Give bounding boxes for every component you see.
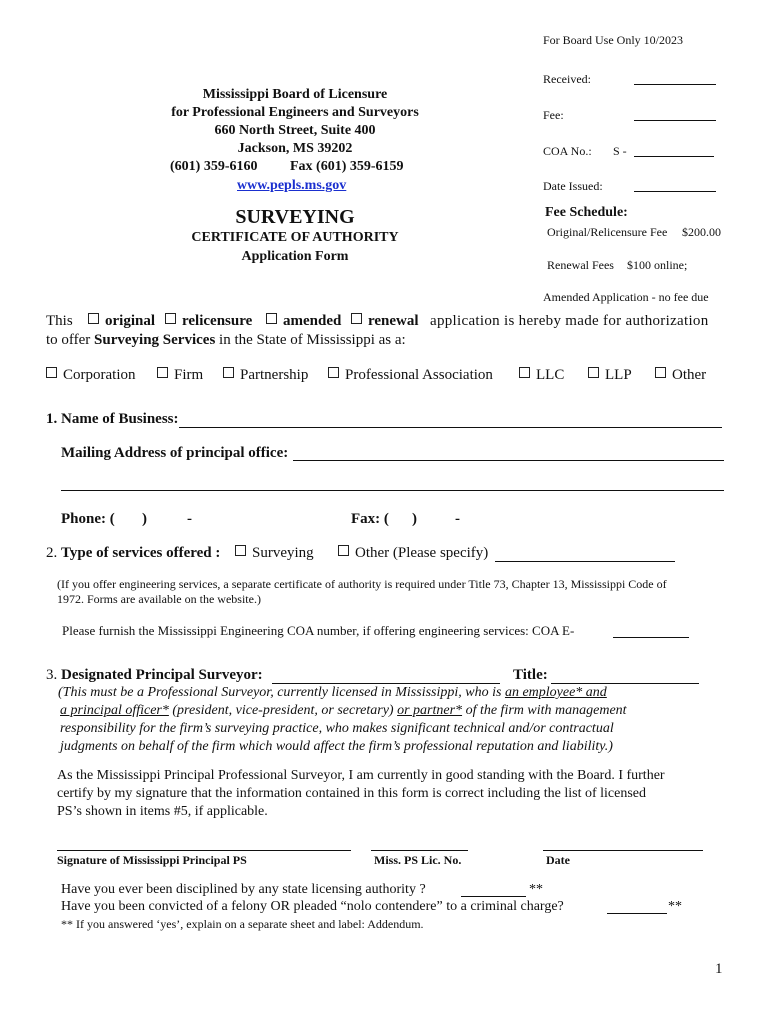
certify-line2: certify by my signature that the information contained in this form is correct including the list of licensed (57, 786, 647, 801)
date-field[interactable] (543, 850, 703, 851)
certify-line1: As the Mississippi Principal Professional Surveyor, I am currently in good standing with the Board. I further (57, 768, 665, 783)
checkbox-icon[interactable] (157, 367, 168, 378)
original-fee-label: Original/Relicensure Fee (547, 225, 668, 239)
signature-field[interactable] (57, 850, 351, 851)
phone-close-paren: ) (142, 511, 147, 527)
license-number-field[interactable] (371, 850, 468, 851)
service-surveying[interactable]: Surveying (235, 545, 314, 562)
page-number: 1 (715, 961, 723, 977)
board-name: Mississippi Board of Licensure (202, 87, 388, 102)
business-name-label: 1. Name of Business: (46, 411, 179, 427)
website-link[interactable]: www.pepls.ms.gov (237, 178, 347, 193)
intro-this: This (46, 313, 73, 329)
engineering-coa-field[interactable] (613, 637, 689, 638)
surveyor-note-line3: responsibility for the firm’s surveying practice, who makes significant technical and/or contractual (60, 721, 614, 736)
form-subtitle: CERTIFICATE OF AUTHORITY (191, 230, 399, 245)
discipline-question: Have you ever been disciplined by any state licensing authority ? (61, 882, 426, 897)
engineering-note-line1: (If you offer engineering services, a separate certificate of authority is required under Title 73, Chapter 13, Mississippi Code of (57, 577, 667, 591)
discipline-question-mark: ** (529, 882, 543, 897)
city-line: Jackson, MS 39202 (237, 141, 353, 156)
date-label: Date (546, 853, 570, 867)
engineering-coa-request: Please furnish the Mississippi Engineering COA number, if offering engineering services: COA E- (62, 623, 575, 638)
phone-number: (601) 359-6160 (170, 159, 258, 174)
entity-corporation[interactable]: Corporation (46, 367, 136, 384)
checkbox-icon[interactable] (266, 313, 277, 324)
date-issued-label: Date Issued: (543, 179, 603, 193)
checkbox-icon[interactable] (351, 313, 362, 324)
renewal-fee-amount: $100 online; (627, 258, 688, 272)
addendum-note: ** If you answered ‘yes’, explain on a separate sheet and label: Addendum. (61, 917, 424, 931)
engineering-note-line2: 1972. Forms are available on the website.) (57, 592, 261, 606)
intro-line2: to offer Surveying Services in the State of Mississippi as a: (46, 332, 406, 348)
checkbox-icon[interactable] (165, 313, 176, 324)
fax-close-paren: ) (412, 511, 417, 527)
signature-label: Signature of Mississippi Principal PS (57, 853, 247, 867)
discipline-answer-field[interactable] (461, 896, 526, 897)
coa-field[interactable] (634, 156, 714, 157)
principal-surveyor-field[interactable] (272, 683, 500, 684)
received-field[interactable] (634, 84, 716, 85)
amended-fee-note: Amended Application - no fee due (543, 290, 709, 304)
checkbox-icon[interactable] (88, 313, 99, 324)
checkbox-icon[interactable] (519, 367, 530, 378)
entity-llc[interactable]: LLC (519, 367, 564, 384)
title-field[interactable] (551, 683, 699, 684)
license-number-label: Miss. PS Lic. No. (374, 853, 462, 867)
fee-label: Fee: (543, 108, 564, 122)
title-label: Title: (513, 667, 548, 683)
felony-question-mark: ** (668, 899, 682, 914)
fee-field[interactable] (634, 120, 716, 121)
option-renewal[interactable]: renewal (351, 313, 419, 330)
board-use-label: For Board Use Only 10/2023 (543, 33, 683, 47)
felony-answer-field[interactable] (607, 913, 667, 914)
form-title: SURVEYING (235, 206, 355, 228)
checkbox-icon[interactable] (235, 545, 246, 556)
felony-question: Have you been convicted of a felony OR pleaded “nolo contendere” to a criminal charge? (61, 899, 564, 914)
checkbox-icon[interactable] (46, 367, 57, 378)
form-type: Application Form (241, 249, 349, 264)
original-fee-amount: $200.00 (682, 225, 721, 239)
mailing-address-field-2[interactable] (61, 490, 724, 491)
fax-number: Fax (601) 359-6159 (290, 159, 404, 174)
checkbox-icon[interactable] (588, 367, 599, 378)
certify-line3: PS’s shown in items #5, if applicable. (57, 804, 268, 819)
fax-label: Fax: ( (351, 511, 389, 527)
received-label: Received: (543, 72, 591, 86)
entity-firm[interactable]: Firm (157, 367, 203, 384)
surveyor-note-line2: a principal officer* (president, vice-president, or secretary) or partner* of the firm with management (60, 703, 627, 718)
checkbox-icon[interactable] (328, 367, 339, 378)
fax-dash: - (455, 511, 460, 527)
board-subtitle: for Professional Engineers and Surveyors (171, 105, 419, 120)
address-line: 660 North Street, Suite 400 (214, 123, 376, 138)
surveyor-note-line4: judgments on behalf of the firm which would affect the firm’s professional reputation and liability.) (60, 739, 613, 754)
service-other-field[interactable] (495, 561, 675, 562)
service-other[interactable]: Other (Please specify) (338, 545, 488, 562)
option-relicensure[interactable]: relicensure (165, 313, 252, 330)
entity-llp[interactable]: LLP (588, 367, 632, 384)
date-issued-field[interactable] (634, 191, 716, 192)
coa-prefix: S - (613, 144, 627, 158)
surveyor-note-line1: (This must be a Professional Surveyor, currently licensed in Mississippi, who is an employee* and (58, 685, 607, 700)
checkbox-icon[interactable] (223, 367, 234, 378)
option-original[interactable]: original (88, 313, 155, 330)
principal-surveyor-label: 3. Designated Principal Surveyor: (46, 667, 263, 683)
coa-label: COA No.: (543, 144, 592, 158)
services-label: 2. Type of services offered : (46, 545, 221, 561)
checkbox-icon[interactable] (655, 367, 666, 378)
entity-other[interactable]: Other (655, 367, 706, 384)
option-amended[interactable]: amended (266, 313, 341, 330)
renewal-fee-label: Renewal Fees (547, 258, 614, 272)
entity-partnership[interactable]: Partnership (223, 367, 308, 384)
mailing-address-label: Mailing Address of principal office: (61, 445, 289, 461)
mailing-address-field[interactable] (293, 460, 724, 461)
phone-dash: - (187, 511, 192, 527)
business-name-field[interactable] (179, 427, 722, 428)
entity-professional-association[interactable]: Professional Association (328, 367, 493, 384)
fee-schedule-heading: Fee Schedule: (545, 205, 628, 220)
phone-label: Phone: ( (61, 511, 115, 527)
checkbox-icon[interactable] (338, 545, 349, 556)
intro-line1-end: application is hereby made for authorization (430, 313, 709, 329)
